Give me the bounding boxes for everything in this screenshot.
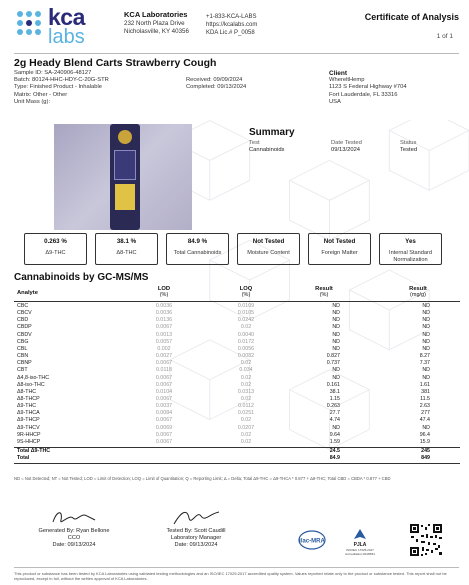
cell-analyte: CBC bbox=[17, 303, 29, 309]
cell-result-mg: 1.61 bbox=[419, 381, 430, 388]
summary-col-test: Test bbox=[249, 140, 260, 146]
cell-loq: 0.0109 bbox=[237, 303, 255, 309]
lab-website[interactable]: https://kcalabs.com bbox=[206, 22, 258, 28]
metric-value: Not Tested bbox=[252, 238, 285, 245]
table-row bbox=[14, 382, 460, 389]
client-details bbox=[329, 70, 407, 106]
cell-loq: 0.0040 bbox=[237, 331, 255, 338]
product-title: 2g Heady Blend Carts Strawberry Cough bbox=[14, 57, 217, 69]
cell-result-pct: 38.1 bbox=[329, 388, 340, 395]
unit-mass: Unit Mass (g): bbox=[14, 98, 51, 105]
cell-result-pct: 0.827 bbox=[326, 353, 340, 360]
table-row-total bbox=[14, 455, 460, 462]
cell-lod: 0.0013 bbox=[155, 331, 173, 338]
summary-col-status: Status bbox=[400, 140, 417, 146]
cell-result-pct: ND bbox=[332, 324, 340, 331]
signature-generated-title: CCO bbox=[67, 534, 81, 541]
cell-result-pct: ND bbox=[332, 317, 340, 324]
table-row bbox=[14, 346, 460, 353]
cell-lod: 0.0067 bbox=[155, 438, 173, 445]
batch-number: Batch: 80124-HHC-HDY-C-20G-STR bbox=[14, 77, 109, 84]
table-row bbox=[14, 303, 460, 310]
cell-result-pct: ND bbox=[332, 424, 340, 431]
metric-box-internal-standard bbox=[379, 233, 442, 265]
col-header-result-pct bbox=[304, 286, 344, 298]
table-row bbox=[14, 375, 460, 382]
completed-date: Completed: 09/13/2024 bbox=[186, 84, 247, 91]
cell-analyte: Δ9-THCP bbox=[17, 417, 40, 424]
summary-date: 09/13/2024 bbox=[331, 147, 361, 153]
cell-lod: 0.0069 bbox=[155, 424, 173, 431]
pjla-text: PJLA bbox=[353, 542, 367, 548]
cell-result-mg: 47.4 bbox=[419, 417, 430, 424]
table-header-rule bbox=[14, 301, 460, 302]
cell-loq: 0.02 bbox=[240, 360, 252, 367]
cartridge-image bbox=[110, 124, 140, 230]
cell-total-mg: 849 bbox=[421, 455, 430, 462]
table-row bbox=[14, 367, 460, 374]
cell-total-label: Total bbox=[17, 455, 30, 462]
cell-lod: 0.0104 bbox=[155, 388, 173, 395]
cell-result-mg: ND bbox=[422, 345, 430, 352]
cell-analyte: 9S-HHCP bbox=[17, 438, 41, 445]
kca-labs-logo bbox=[14, 6, 114, 52]
cell-result-pct: ND bbox=[332, 345, 340, 352]
sample-id: Sample ID: SA-240906-48127 bbox=[14, 70, 92, 76]
signature-block-tested bbox=[141, 528, 251, 548]
metric-label: Foreign Matter bbox=[321, 250, 358, 256]
col-header-result-mg bbox=[398, 286, 438, 298]
cell-loq: 0.02 bbox=[240, 324, 252, 331]
cell-total-label: Total Δ9-THC bbox=[17, 448, 51, 454]
cell-analyte: CBT bbox=[17, 367, 28, 374]
cell-result-mg: ND bbox=[422, 303, 430, 309]
table-bottom-rule bbox=[14, 463, 460, 464]
cell-lod: 0.0067 bbox=[155, 431, 173, 438]
table-row bbox=[14, 317, 460, 324]
metric-value: Yes bbox=[405, 238, 416, 245]
table-row bbox=[14, 389, 460, 396]
product-type: Type: Finished Product - Inhalable bbox=[14, 84, 102, 91]
cell-result-pct: ND bbox=[332, 338, 340, 345]
col-header-loq-unit: (%) bbox=[241, 292, 251, 298]
col-header-result-pct-unit: (%) bbox=[319, 292, 329, 298]
logo-wordmark-bottom: labs bbox=[48, 26, 85, 48]
cell-total-mg: 245 bbox=[421, 448, 430, 454]
cell-analyte: Δ8-THC bbox=[17, 388, 37, 395]
signature-block-generated bbox=[19, 528, 129, 548]
table-row bbox=[14, 432, 460, 439]
sample-details bbox=[14, 70, 109, 106]
cell-result-pct: 9.64 bbox=[329, 431, 340, 438]
cell-lod: 0.0067 bbox=[155, 360, 173, 367]
col-header-result-pct-label: Result bbox=[315, 286, 333, 292]
sample-dates bbox=[186, 70, 246, 92]
cell-result-pct: 1.15 bbox=[329, 395, 340, 402]
cell-result-mg: 277 bbox=[421, 410, 430, 417]
cell-lod: 0.0136 bbox=[155, 317, 173, 324]
cell-analyte: CBDP bbox=[17, 324, 32, 331]
cell-loq: 0.0112 bbox=[238, 403, 254, 410]
table-row bbox=[14, 332, 460, 339]
kca-logo-mark-icon bbox=[14, 8, 44, 38]
cell-lod: 0.0037 bbox=[155, 403, 173, 410]
cell-lod: 0.0067 bbox=[155, 395, 173, 402]
cell-result-mg: ND bbox=[422, 424, 430, 431]
col-header-lod-unit: (%) bbox=[159, 292, 169, 298]
cell-result-pct: ND bbox=[332, 310, 340, 317]
table-row bbox=[14, 360, 460, 367]
summary-col-date: Date Tested bbox=[331, 140, 362, 146]
document-header bbox=[14, 6, 459, 54]
iso-accreditation-number: Accreditation #108651 bbox=[345, 552, 375, 556]
page-indicator: 1 of 1 bbox=[436, 33, 453, 40]
col-header-loq bbox=[226, 286, 266, 298]
metric-label: Δ9-THC bbox=[45, 250, 66, 256]
cell-result-mg: ND bbox=[422, 324, 430, 331]
signature-tested-by: Tested By: Scott Caudill bbox=[166, 528, 226, 534]
metric-box-moisture bbox=[237, 233, 300, 265]
lab-address-line-2: Nicholasville, KY 40356 bbox=[124, 28, 189, 35]
cell-result-mg: ND bbox=[422, 317, 430, 324]
table-row bbox=[14, 425, 460, 432]
metric-label: Total Cannabinoids bbox=[173, 250, 222, 256]
table-row bbox=[14, 417, 460, 424]
qr-code-icon[interactable] bbox=[409, 523, 443, 557]
cell-analyte: CBDV bbox=[17, 331, 32, 338]
cell-loq: 0.0242 bbox=[237, 317, 255, 324]
logo-wordmark-top: kca bbox=[48, 4, 85, 30]
cell-result-pct: 0.263 bbox=[326, 403, 340, 410]
metric-label: Δ8-THC bbox=[116, 250, 137, 256]
client-address-2: Fort Lauderdale, FL 33316 bbox=[329, 91, 398, 98]
signature-tested-title: Laboratory Manager bbox=[170, 534, 222, 541]
table-row bbox=[14, 410, 460, 417]
cell-lod: 0.0118 bbox=[156, 367, 172, 374]
cell-analyte: CBG bbox=[17, 338, 29, 345]
table-row-total-d9-thc bbox=[14, 448, 460, 455]
cell-result-mg: 8.27 bbox=[419, 353, 430, 360]
table-row bbox=[14, 310, 460, 317]
header-divider bbox=[14, 53, 459, 54]
cell-loq: 0.02 bbox=[240, 374, 252, 381]
cell-analyte: Δ4,8-iso-THC bbox=[17, 374, 50, 381]
product-photo bbox=[54, 124, 192, 230]
cannabinoids-section-title: Cannabinoids by GC-MS/MS bbox=[14, 272, 149, 283]
cell-result-mg: 7.37 bbox=[419, 360, 430, 367]
cell-lod: 0.002 bbox=[157, 345, 171, 352]
cell-result-pct: 0.161 bbox=[326, 381, 340, 388]
table-row bbox=[14, 396, 460, 403]
cell-analyte: CBCV bbox=[17, 310, 32, 317]
cell-result-mg: ND bbox=[422, 338, 430, 345]
lab-license: KDA Lic.# P_0058 bbox=[206, 30, 255, 36]
table-row bbox=[14, 339, 460, 346]
cell-result-mg: 2.63 bbox=[419, 403, 430, 410]
cell-analyte: Δ9-THCA bbox=[17, 410, 40, 417]
col-header-loq-label: LOQ bbox=[239, 286, 253, 292]
cell-result-mg: ND bbox=[422, 331, 430, 338]
cell-result-pct: ND bbox=[332, 367, 340, 374]
lab-name: KCA Laboratories bbox=[124, 10, 188, 19]
cell-loq: 0.0056 bbox=[237, 345, 255, 352]
cell-result-pct: ND bbox=[332, 331, 340, 338]
product-matrix: Matrix: Other - Other bbox=[14, 91, 68, 98]
cell-lod: 0.0036 bbox=[155, 303, 173, 309]
cell-loq: 0.02 bbox=[240, 431, 252, 438]
table-row bbox=[14, 403, 460, 410]
cell-result-pct: 1.59 bbox=[329, 438, 340, 445]
lab-address-block bbox=[124, 10, 189, 36]
cell-lod: 0.0067 bbox=[155, 374, 173, 381]
metric-value: 84.9 % bbox=[187, 238, 208, 245]
cell-lod: 0.0057 bbox=[155, 338, 173, 345]
cell-analyte: CBL bbox=[17, 345, 28, 352]
cell-result-pct: 0.737 bbox=[326, 360, 340, 367]
client-address-1: 1123 S Federal Highway #704 bbox=[329, 84, 407, 91]
col-header-result-mg-unit: (mg/g) bbox=[410, 292, 426, 298]
cell-loq: 0.02 bbox=[240, 381, 252, 388]
cell-lod: 0.0067 bbox=[155, 417, 173, 424]
summary-status: Tested bbox=[400, 147, 418, 153]
cell-result-pct: ND bbox=[332, 374, 340, 381]
metric-box-total-cannabinoids bbox=[166, 233, 229, 265]
metric-box-foreign-matter bbox=[308, 233, 371, 265]
col-header-lod-label: LOD bbox=[157, 286, 171, 292]
ilac-badge-text: ilac-MRA bbox=[299, 538, 325, 545]
cell-lod: 0.0084 bbox=[155, 410, 173, 417]
signature-scott-caudill bbox=[171, 508, 221, 528]
cell-loq: 0.02 bbox=[240, 417, 252, 424]
cell-result-mg: 96.4 bbox=[419, 431, 430, 438]
client-heading: Client bbox=[329, 70, 348, 77]
signature-tested-date: Date: 09/13/2024 bbox=[174, 541, 218, 548]
cell-lod: 0.0036 bbox=[155, 310, 173, 317]
cell-result-pct: ND bbox=[332, 303, 340, 309]
cell-total-pct: 24.5 bbox=[329, 448, 340, 454]
cell-analyte: Δ8-THCP bbox=[17, 395, 40, 402]
cell-analyte: Δ9-THC bbox=[17, 403, 37, 410]
metric-value: 38.1 % bbox=[116, 238, 137, 245]
cell-loq: 0.0172 bbox=[237, 338, 255, 345]
cell-result-mg: 15.9 bbox=[419, 438, 430, 445]
signature-ryan-bellone bbox=[49, 508, 99, 528]
cell-lod: 0.0067 bbox=[155, 324, 173, 331]
cell-lod: 0.0067 bbox=[155, 381, 173, 388]
metric-value: Not Tested bbox=[323, 238, 356, 245]
client-name: WhereltHemp bbox=[329, 77, 365, 84]
metric-value: 0.263 % bbox=[44, 238, 67, 245]
iso-standard-text: ISO/IEC 17025:2017 bbox=[346, 548, 374, 552]
cell-loq: 0.034 bbox=[239, 367, 253, 374]
cell-loq: 0.02 bbox=[240, 395, 252, 402]
metric-box-d9-thc bbox=[24, 233, 87, 265]
table-row bbox=[14, 439, 460, 446]
cell-analyte: Δ8-iso-THC bbox=[17, 381, 45, 388]
signature-generated-by: Generated By: Ryan Bellone bbox=[38, 528, 110, 534]
summary-test: Cannabinoids bbox=[249, 147, 285, 153]
client-country: USA bbox=[329, 98, 341, 105]
cell-result-mg: ND bbox=[422, 367, 430, 374]
received-date: Received: 09/09/2024 bbox=[186, 77, 243, 84]
cell-total-pct: 84.9 bbox=[329, 455, 340, 462]
summary-title: Summary bbox=[249, 127, 295, 138]
cell-result-pct: 4.74 bbox=[329, 417, 340, 424]
metric-label: Moisture Content bbox=[247, 250, 290, 256]
ilac-mra-badge-icon bbox=[297, 527, 327, 557]
footer-disclaimer: This product or substance has been tested by KCA Laboratories using validated testing methodologies and an ISO/IEC 17025:2017 accredited quality system. Values reported relate only to the product or substance tested. This report shall not be reproduced, except in full, without the written approval of KCA Laboratories. bbox=[14, 571, 447, 581]
lab-phone: +1-833-KCA-LABS bbox=[206, 14, 257, 20]
cell-loq: 0.0082 bbox=[237, 353, 255, 360]
metric-box-d8-thc bbox=[95, 233, 158, 265]
cell-analyte: CBD bbox=[17, 317, 29, 324]
col-header-result-mg-label: Result bbox=[409, 286, 427, 292]
document-title: Certificate of Analysis bbox=[364, 12, 459, 22]
cell-result-mg: ND bbox=[422, 310, 430, 317]
cell-result-mg: 381 bbox=[421, 388, 430, 395]
table-row bbox=[14, 353, 460, 360]
cell-analyte: 9R-HHCP bbox=[17, 431, 41, 438]
cell-loq: 0.0251 bbox=[237, 410, 255, 417]
signature-generated-date: Date: 09/13/2024 bbox=[52, 541, 96, 548]
col-header-lod bbox=[144, 286, 184, 298]
table-footnote: ND = Not Detected; NT = Not Tested; LOD = Limit of Detection; LOQ = Limit of Quantitation; Q = Reporting Limit; Δ = Delta; Total Δ9-THC = Δ9-THCA * 0.877 + Δ9-THC; Total CBD = CBDA * 0.877 + CBD bbox=[14, 476, 391, 481]
cell-loq: 0.02 bbox=[240, 438, 252, 445]
cell-loq: 0.0207 bbox=[237, 424, 255, 431]
cell-loq: 0.0313 bbox=[237, 388, 255, 395]
cell-analyte: CBNP bbox=[17, 360, 32, 367]
cell-analyte: CBN bbox=[17, 353, 29, 360]
pjla-accreditation-icon bbox=[340, 527, 380, 557]
metric-label: Internal Standard Normalization bbox=[389, 250, 432, 263]
col-header-analyte: Analyte bbox=[17, 290, 38, 296]
cell-lod: 0.0027 bbox=[155, 353, 173, 360]
lab-address-line-1: 232 North Plaza Drive bbox=[124, 20, 185, 27]
cell-result-pct: 27.7 bbox=[329, 410, 340, 417]
cell-loq: 0.0105 bbox=[237, 310, 255, 317]
cell-analyte: Δ9-THCV bbox=[17, 424, 40, 431]
footer-divider bbox=[14, 567, 459, 568]
lab-contact-block bbox=[206, 13, 257, 37]
cell-result-mg: ND bbox=[422, 374, 430, 381]
cell-result-mg: 11.5 bbox=[420, 395, 430, 402]
table-row bbox=[14, 324, 460, 331]
